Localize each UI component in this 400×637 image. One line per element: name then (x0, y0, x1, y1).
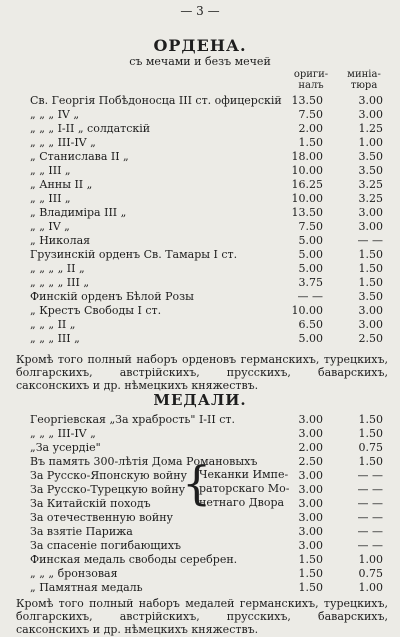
table-row: „За усердіе" 2.00 0.75 (30, 441, 383, 454)
table-row: „ „ III „ 10.00 3.25 (30, 192, 383, 205)
table-row: „ „ IV „ 7.50 3.00 (30, 220, 383, 233)
column-header-originals: ориги- налъ (293, 69, 329, 91)
table-row: „ „ „ I-II „ солдатскій 2.00 1.25 (30, 122, 383, 135)
table-row: За взятіе Парижа 3.00 — — (30, 525, 383, 538)
table-row: „ Станислава II „ 18.00 3.50 (30, 150, 383, 163)
table-row: За отечественную войну 3.00 — — (30, 511, 383, 524)
column-header-miniatures: миніа- тюрa (347, 69, 381, 91)
medals-title: МЕДАЛИ. (153, 391, 247, 409)
table-row: „ „ „ „ III „ 3.75 1.50 (30, 276, 383, 289)
table-row: „ Анны II „ 16.25 3.25 (30, 178, 383, 191)
table-row: „ „ „ „ II „ 5.00 1.50 (30, 262, 383, 275)
table-row: „ Крестъ Свободы I ст. 10.00 3.00 (30, 304, 383, 317)
table-row: „ „ „ бронзовая 1.50 0.75 (30, 567, 383, 580)
orders-subtitle: съ мечами и безъ мечей (129, 55, 271, 68)
table-row: За спасеніе погибающихъ 3.00 — — (30, 539, 383, 552)
table-row: „ Памятная медаль 1.50 1.00 (30, 581, 383, 594)
table-row: Финскій орденъ Бѣлой Розы — — 3.50 (30, 290, 383, 303)
table-row: Георгіевская „За храбрость" I-II ст. 3.00 1.50 (30, 413, 383, 426)
medals-note: Кромѣ того полный наборъ медалей германскихъ, турецкихъ, болгарскихъ, австрійскихъ, прусскихъ, баварскихъ, саксонскихъ и др. нѣмецкихъ княжествъ. (16, 597, 388, 636)
table-row: „ „ „ III-IV „ 1.50 1.00 (30, 136, 383, 149)
table-row: За Китайскій походъ 3.00 — — (30, 497, 383, 510)
table-row: „ Владиміра III „ 13.50 3.00 (30, 206, 383, 219)
table-row: За Русско-Турецкую войну 3.00 — — (30, 483, 383, 496)
orders-title: ОРДЕНА. (153, 36, 247, 55)
minting-note: Чеканки Импе- раторскаго Мо- нетнаго Двора (199, 468, 290, 509)
table-row: „ „ III „ 10.00 3.50 (30, 164, 383, 177)
table-row: „ „ „ IV „ 7.50 3.00 (30, 108, 383, 121)
orders-note: Кромѣ того полный наборъ орденовъ германскихъ, турецкихъ, болгарскихъ, австрійскихъ, прусскихъ, баварскихъ, саксонскихъ и др. нѣмецкихъ княжествъ. (16, 353, 388, 392)
table-row: Грузинскій орденъ Св. Тамары I ст. 5.00 1.50 (30, 248, 383, 261)
table-row: „ „ „ II „ 6.50 3.00 (30, 318, 383, 331)
table-row: „ „ „ III „ 5.00 2.50 (30, 332, 383, 345)
page-number: — 3 — (180, 4, 220, 18)
table-row: Финская медаль свободы серебрен. 1.50 1.00 (30, 553, 383, 566)
group-brace: { (182, 456, 212, 510)
table-row: Въ память 300-лѣтія Дома Романовыхъ 2.50 1.50 (30, 455, 383, 468)
table-row: „ „ „ III-IV „ 3.00 1.50 (30, 427, 383, 440)
table-row: За Русско-Японскую войну 3.00 — — (30, 469, 383, 482)
table-row: „ Николая 5.00 — — (30, 234, 383, 247)
table-row: Св. Георгія Побѣдоносца III ст. офицерскій 13.50 3.00 (30, 94, 383, 107)
